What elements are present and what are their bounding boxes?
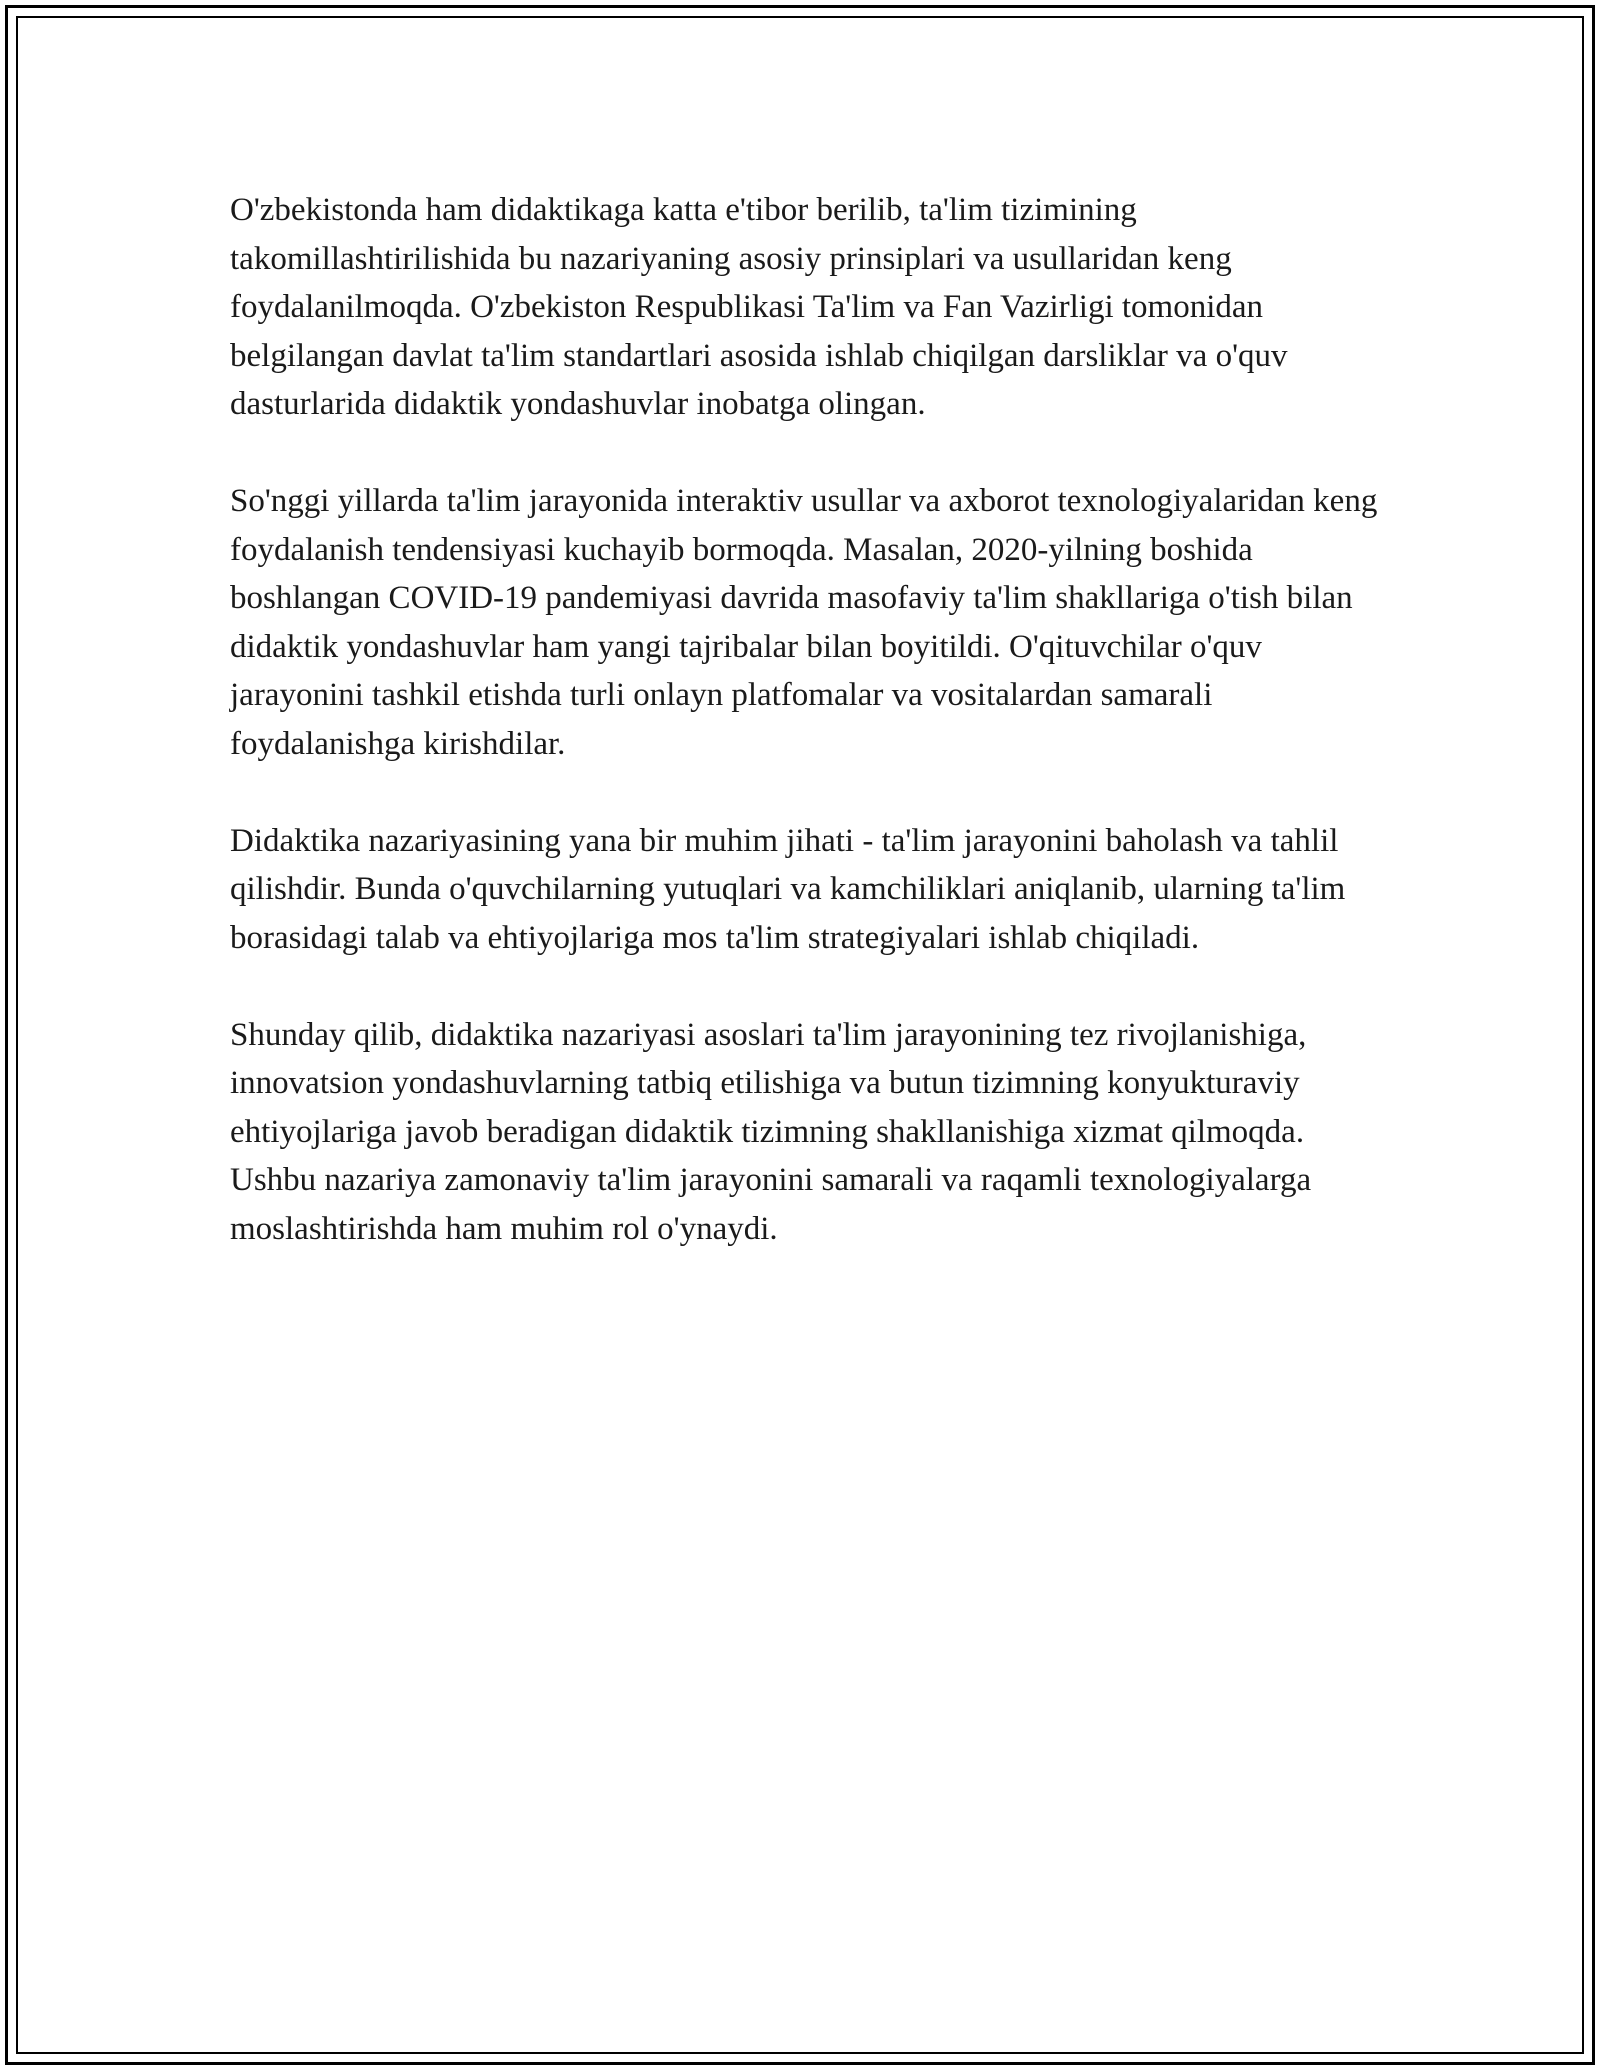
paragraph-1: O'zbekistonda ham didaktikaga katta e'tibor berilib, ta'lim tizimining takomillashtirilishida bu nazariyaning asosiy prinsiplari va usullaridan keng foydalanilmoqda. O'zbekiston Respublikasi Ta'lim va Fan Vazirligi tomonidan belgilangan davlat ta'lim standartlari asosida ishlab chiqilgan darsliklar va o'quv dasturlarida didaktik yondashuvlar inobatga olingan. (230, 192, 1288, 422)
paragraph-4: Shunday qilib, didaktika nazariyasi asoslari ta'lim jarayonining tez rivojlanishiga, innovatsion yondashuvlarning tatbiq etilishiga va butun tizimning konyukturaviy ehtiyojlariga javob beradigan didaktik tizimning shakllanishiga xizmat qilmoqda. Ushbu nazariya zamonaviy ta'lim jarayonini samarali va raqamli texnologiyalarga moslashtirishda ham muhim rol o'ynaydi. (230, 1016, 1312, 1247)
paragraph-2: So'nggi yillarda ta'lim jarayonida interaktiv usullar va axborot texnologiyalaridan keng foydalanish tendensiyasi kuchayib bormoqda. Masalan, 2020-yilning boshida boshlangan COVID-19 pandemiyasi davrida masofaviy ta'lim shakllariga o'tish bilan didaktik yondashuvlar ham yangi tajribalar bilan boyitildi. O'qituvchilar o'quv jarayonini tashkil etishda turli onlayn platfomalar va vositalardan samarali foydalanishga kirishdilar. (230, 483, 1378, 762)
paragraph-3: Didaktika nazariyasining yana bir muhim jihati - ta'lim jarayonini baholash va tahlil qilishdir. Bunda o'quvchilarning yutuqlari va kamchiliklari aniqlanib, ularning ta'lim borasidagi talab va ehtiyojlariga mos ta'lim strategiyalari ishlab chiqiladi. (230, 822, 1346, 956)
document-body (230, 186, 1390, 1253)
